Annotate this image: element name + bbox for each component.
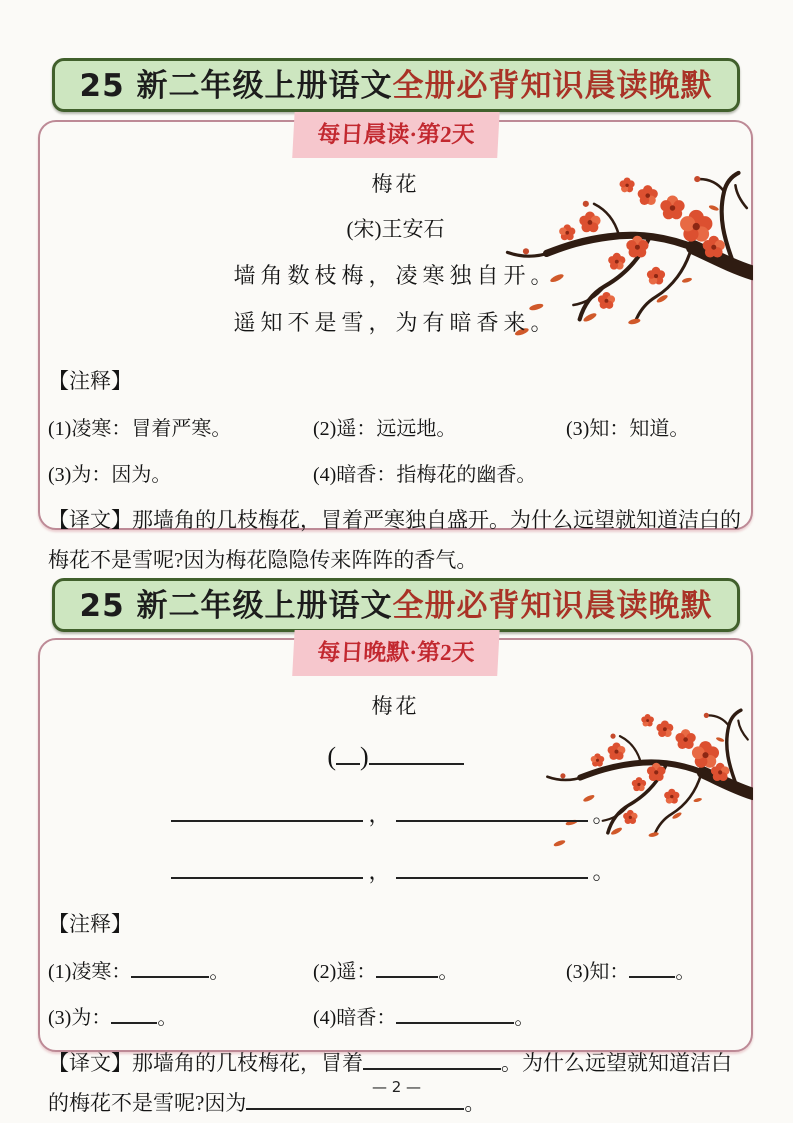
answer-blank: [363, 1051, 501, 1070]
translation-text: 。: [464, 1091, 486, 1115]
note-blank-item: (4)暗香： 。: [313, 1007, 535, 1029]
translation-blank-paragraph: [48, 1043, 743, 1123]
note-blank-item: (2)遥： 。: [313, 961, 459, 983]
title-black-part: 25 新二年级上册语文: [79, 68, 393, 104]
answer-blank: [171, 860, 363, 879]
translation-text: 。为什么远望就知道洁白的梅花不是雪呢?因为: [48, 1051, 732, 1115]
answer-blank: [131, 959, 209, 978]
poem-title: 梅花: [371, 172, 420, 196]
poem-line-2: 遥知不是雪，为有暗香来。: [233, 310, 558, 335]
morning-title-banner: [52, 58, 740, 112]
title-black-part: 25 新二年级上册语文: [79, 588, 393, 624]
answer-blank: [369, 746, 464, 765]
translation-paragraph: [48, 500, 743, 580]
author-blank-line: [40, 742, 751, 772]
comma: ，: [368, 859, 391, 884]
page-number: — 2 —: [371, 1078, 422, 1096]
answer-blank: [376, 959, 438, 978]
answer-blank: [336, 746, 360, 765]
notes-row: [48, 955, 743, 984]
notes-heading: 【注释】: [48, 369, 132, 393]
morning-reading-card: [38, 120, 753, 572]
daily-dictation-badge: 每日晚默·第2天: [292, 630, 500, 676]
note-blank-item: (3)为： 。: [48, 1007, 178, 1029]
poem-blank-line-2: [40, 855, 751, 886]
answer-blank: [111, 1005, 157, 1024]
note-item: (4)暗香：指梅花的幽香。: [313, 464, 537, 486]
poem-title: 梅花: [371, 694, 420, 718]
notes-row: [48, 458, 743, 487]
daily-reading-badge: 每日晨读·第2天: [292, 112, 500, 158]
translation-heading: 【译文】: [48, 508, 132, 532]
notes-section: [40, 908, 751, 1030]
paren-open: (: [327, 742, 336, 771]
translation-text: 那墙角的几枝梅花，冒着: [132, 1051, 363, 1075]
paren-close: ): [360, 742, 369, 771]
note-item: (3)知：知道。: [566, 418, 690, 440]
evening-title-banner: [52, 578, 740, 632]
notes-heading: 【注释】: [48, 912, 132, 936]
note-blank-item: (1)凌寒： 。: [48, 961, 230, 983]
answer-blank: [629, 959, 675, 978]
answer-blank: [246, 1091, 464, 1110]
comma: ，: [368, 802, 391, 827]
answer-blank: [396, 803, 588, 822]
answer-blank: [396, 1005, 514, 1024]
answer-blank: [171, 803, 363, 822]
period: 。: [592, 859, 615, 884]
title-red-part: 全册必背知识晨读晚默: [392, 588, 713, 624]
answer-blank: [396, 860, 588, 879]
dictation-poem-block: [40, 640, 751, 886]
note-item: (2)遥：远远地。: [313, 418, 457, 440]
poem-author: (宋)王安石: [346, 217, 445, 241]
notes-section: [40, 365, 751, 487]
note-blank-item: (3)知： 。: [566, 961, 696, 983]
note-item: (3)为：因为。: [48, 464, 172, 486]
poem-blank-line-1: [40, 798, 751, 829]
translation-heading: 【译文】: [48, 1051, 132, 1075]
poem-line-1: 墙角数枝梅，凌寒独自开。: [233, 263, 558, 288]
evening-dictation-card: [38, 638, 753, 1115]
notes-row: [48, 1001, 743, 1030]
period: 。: [592, 802, 615, 827]
title-red-part: 全册必背知识晨读晚默: [392, 68, 713, 104]
translation-text: 那墙角的几枝梅花，冒着严寒独自盛开。为什么远望就知道洁白的梅花不是雪呢?因为梅花隐隐传来阵阵的香气。: [48, 508, 741, 572]
note-item: (1)凌寒：冒着严寒。: [48, 418, 232, 440]
notes-row: [48, 412, 743, 441]
